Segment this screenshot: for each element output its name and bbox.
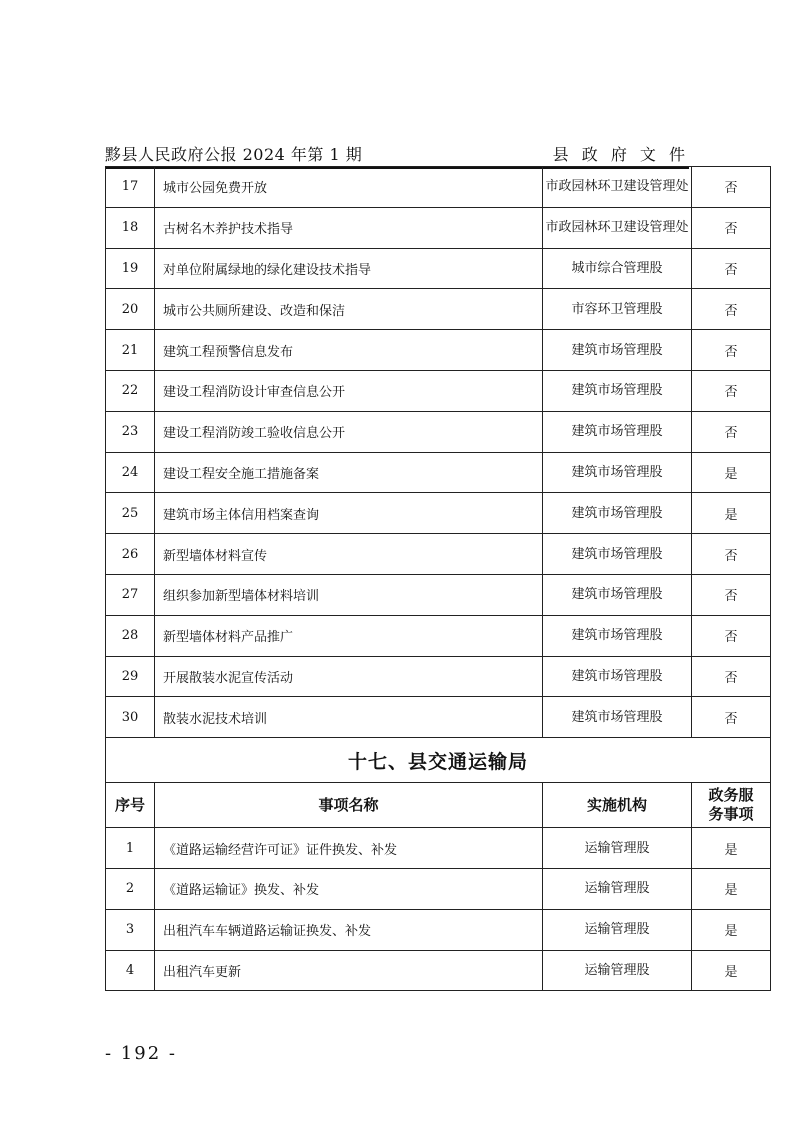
cell-org: 运输管理股 (543, 828, 692, 869)
cell-name: 古树名木养护技术指导 (155, 207, 543, 248)
cell-service: 是 (692, 950, 771, 991)
running-header (105, 140, 689, 166)
cell-name: 建设工程安全施工措施备案 (155, 452, 543, 493)
cell-no: 3 (106, 909, 155, 950)
cell-name: 建筑工程预警信息发布 (155, 330, 543, 371)
cell-no: 24 (106, 452, 155, 493)
cell-org: 建筑市场管理股 (543, 656, 692, 697)
table-row (106, 534, 771, 575)
cell-no: 25 (106, 493, 155, 534)
table-row (106, 248, 771, 289)
cell-service: 是 (692, 909, 771, 950)
cell-name: 组织参加新型墙体材料培训 (155, 574, 543, 615)
cell-org: 建筑市场管理股 (543, 452, 692, 493)
cell-service: 否 (692, 289, 771, 330)
cell-service: 否 (692, 207, 771, 248)
table-row (106, 493, 771, 534)
col-header-org: 实施机构 (543, 783, 692, 828)
table-row (106, 167, 771, 208)
table-row (106, 828, 771, 869)
col-header-svc: 政务服务事项 (692, 783, 771, 828)
cell-name: 建设工程消防竣工验收信息公开 (155, 411, 543, 452)
cell-name: 城市公园免费开放 (155, 167, 543, 208)
cell-service: 是 (692, 828, 771, 869)
cell-service: 是 (692, 452, 771, 493)
section-title: 十七、县交通运输局 (106, 738, 771, 783)
table-row (106, 370, 771, 411)
cell-no: 30 (106, 697, 155, 738)
cell-no: 19 (106, 248, 155, 289)
cell-org: 运输管理股 (543, 950, 692, 991)
cell-org: 运输管理股 (543, 868, 692, 909)
cell-service: 是 (692, 868, 771, 909)
cell-no: 29 (106, 656, 155, 697)
cell-name: 对单位附属绿地的绿化建设技术指导 (155, 248, 543, 289)
table-body-bottom (106, 828, 771, 991)
page-number: - 192 - (105, 1043, 177, 1064)
table-row (106, 574, 771, 615)
cell-no: 27 (106, 574, 155, 615)
table-row (106, 697, 771, 738)
cell-org: 建筑市场管理股 (543, 411, 692, 452)
section-label: 县 政 府 文 件 (552, 145, 689, 164)
cell-service: 否 (692, 574, 771, 615)
cell-no: 22 (106, 370, 155, 411)
cell-org: 建筑市场管理股 (543, 370, 692, 411)
table-row (106, 615, 771, 656)
cell-no: 18 (106, 207, 155, 248)
cell-org: 建筑市场管理股 (543, 493, 692, 534)
cell-org: 运输管理股 (543, 909, 692, 950)
cell-service: 否 (692, 534, 771, 575)
cell-name: 建设工程消防设计审查信息公开 (155, 370, 543, 411)
cell-no: 21 (106, 330, 155, 371)
cell-no: 17 (106, 167, 155, 208)
cell-org: 城市综合管理股 (543, 248, 692, 289)
table-row (106, 411, 771, 452)
cell-no: 20 (106, 289, 155, 330)
cell-no: 4 (106, 950, 155, 991)
cell-name: 新型墙体材料产品推广 (155, 615, 543, 656)
cell-service: 否 (692, 615, 771, 656)
cell-name: 出租汽车更新 (155, 950, 543, 991)
section-block (106, 738, 771, 828)
cell-name: 开展散装水泥宣传活动 (155, 656, 543, 697)
section-row (106, 738, 771, 783)
cell-org: 市容环卫管理股 (543, 289, 692, 330)
cell-org: 建筑市场管理股 (543, 534, 692, 575)
table-row (106, 950, 771, 991)
cell-no: 26 (106, 534, 155, 575)
cell-service: 否 (692, 411, 771, 452)
table-row (106, 330, 771, 371)
cell-name: 散装水泥技术培训 (155, 697, 543, 738)
cell-service: 否 (692, 697, 771, 738)
header-row (106, 783, 771, 828)
cell-name: 新型墙体材料宣传 (155, 534, 543, 575)
cell-no: 28 (106, 615, 155, 656)
cell-no: 2 (106, 868, 155, 909)
cell-service: 否 (692, 370, 771, 411)
cell-name: 《道路运输经营许可证》证件换发、补发 (155, 828, 543, 869)
table-row (106, 656, 771, 697)
cell-name: 《道路运输证》换发、补发 (155, 868, 543, 909)
table-row (106, 289, 771, 330)
cell-org: 市政园林环卫建设管理处 (543, 207, 692, 248)
col-header-no: 序号 (106, 783, 155, 828)
table-row (106, 909, 771, 950)
cell-name: 出租汽车车辆道路运输证换发、补发 (155, 909, 543, 950)
cell-org: 建筑市场管理股 (543, 574, 692, 615)
cell-org: 市政园林环卫建设管理处 (543, 167, 692, 208)
cell-name: 建筑市场主体信用档案查询 (155, 493, 543, 534)
cell-name: 城市公共厕所建设、改造和保洁 (155, 289, 543, 330)
bulletin-title: 黟县人民政府公报 2024 年第 1 期 (105, 145, 363, 164)
items-table (105, 166, 771, 991)
cell-service: 否 (692, 167, 771, 208)
table-row (106, 452, 771, 493)
cell-service: 是 (692, 493, 771, 534)
cell-service: 否 (692, 656, 771, 697)
cell-org: 建筑市场管理股 (543, 615, 692, 656)
table-body-top (106, 167, 771, 738)
cell-service: 否 (692, 330, 771, 371)
cell-no: 23 (106, 411, 155, 452)
cell-service: 否 (692, 248, 771, 289)
cell-org: 建筑市场管理股 (543, 330, 692, 371)
col-header-name: 事项名称 (155, 783, 543, 828)
cell-no: 1 (106, 828, 155, 869)
table-row (106, 868, 771, 909)
cell-org: 建筑市场管理股 (543, 697, 692, 738)
table-row (106, 207, 771, 248)
